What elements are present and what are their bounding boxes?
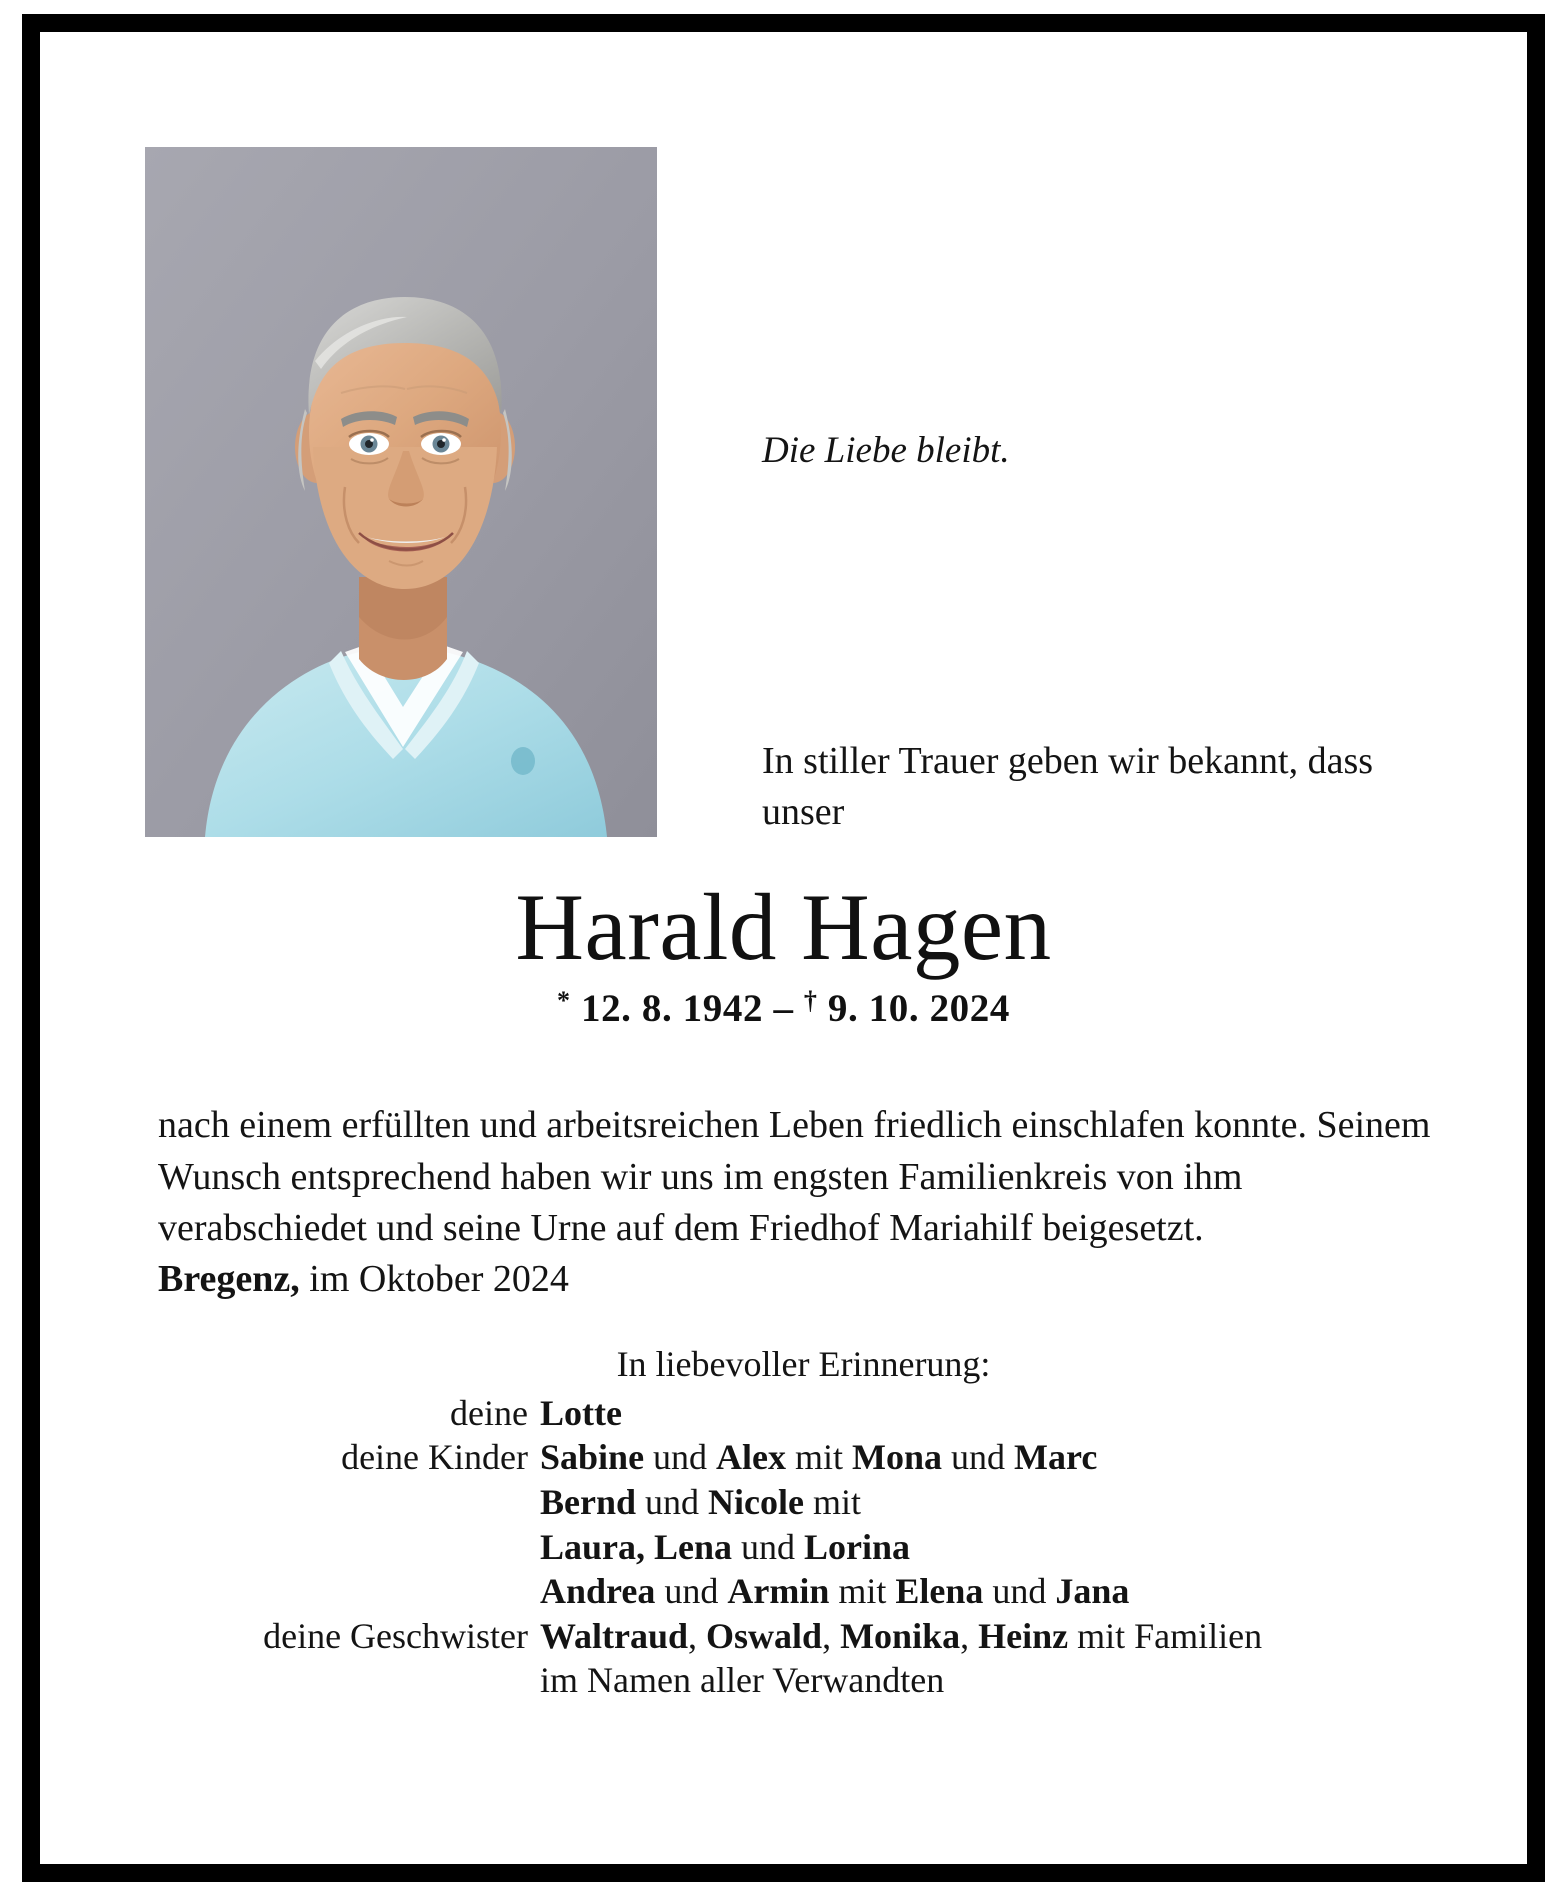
place-date: im Oktober 2024 [299,1258,569,1300]
death-date: 9. 10. 2024 [827,986,1010,1030]
obituary-body: nach einem erfüllten und arbeitsreichen Leben friedlich einschlafen konnte. Seinem Wunsch entsprechend haben wir uns im engsten Familienkreis von ihm verabschiedet und seine Urne auf dem Friedhof Mariahilf beigesetzt. [158,1104,1431,1250]
memory-title: In liebevoller Erinnerung: [616,1344,991,1384]
survivor-row [40,1614,1527,1659]
announcement-text: In stiller Trauer geben wir bekannt, dass unser [762,740,1374,833]
survivor-relation-label: deine Geschwister [263,1615,528,1656]
survivor-relation-label [40,1480,540,1525]
portrait-illustration [145,147,657,837]
survivor-row [40,1525,1527,1570]
date-separator: – [773,986,794,1030]
survivor-names: Lotte [540,1392,622,1433]
survivor-names: im Namen aller Verwandten [540,1660,945,1701]
survivor-names: Bernd und Nicole mit [540,1481,861,1522]
survivor-names: Waltraud, Oswald, Monika, Heinz mit Familien [540,1615,1263,1656]
survivor-relation-label: deine [450,1392,528,1433]
obituary-notice [40,32,1527,1864]
survivor-names: Laura, Lena und Lorina [540,1526,911,1567]
survivor-relation-label: deine Kinder [341,1437,528,1478]
deceased-name: Harald Hagen [515,874,1052,980]
portrait-photo [145,147,657,837]
survivors-list [40,1391,1527,1703]
memory-block [40,1342,1527,1703]
place-line [158,1257,569,1301]
motto-text: Die Liebe bleibt. [762,430,1010,471]
survivor-relation-label [40,1569,540,1614]
survivor-names: Andrea und Armin mit Elena und Jana [540,1571,1130,1612]
mourning-border [22,14,1545,1882]
place-name: Bregenz, [158,1258,300,1300]
survivor-row [40,1391,1527,1436]
survivor-names: Sabine und Alex mit Mona und Marc [540,1437,1098,1478]
survivor-row [40,1569,1527,1614]
birth-symbol: * [557,985,571,1015]
life-dates [40,986,1527,1031]
survivor-row [40,1658,1527,1703]
survivor-row [40,1480,1527,1525]
survivor-row [40,1435,1527,1480]
survivor-relation-label [40,1525,540,1570]
birth-date: 12. 8. 1942 [580,986,764,1030]
death-symbol: † [803,985,818,1015]
survivor-relation-label [40,1658,540,1703]
name-block [40,874,1527,1031]
